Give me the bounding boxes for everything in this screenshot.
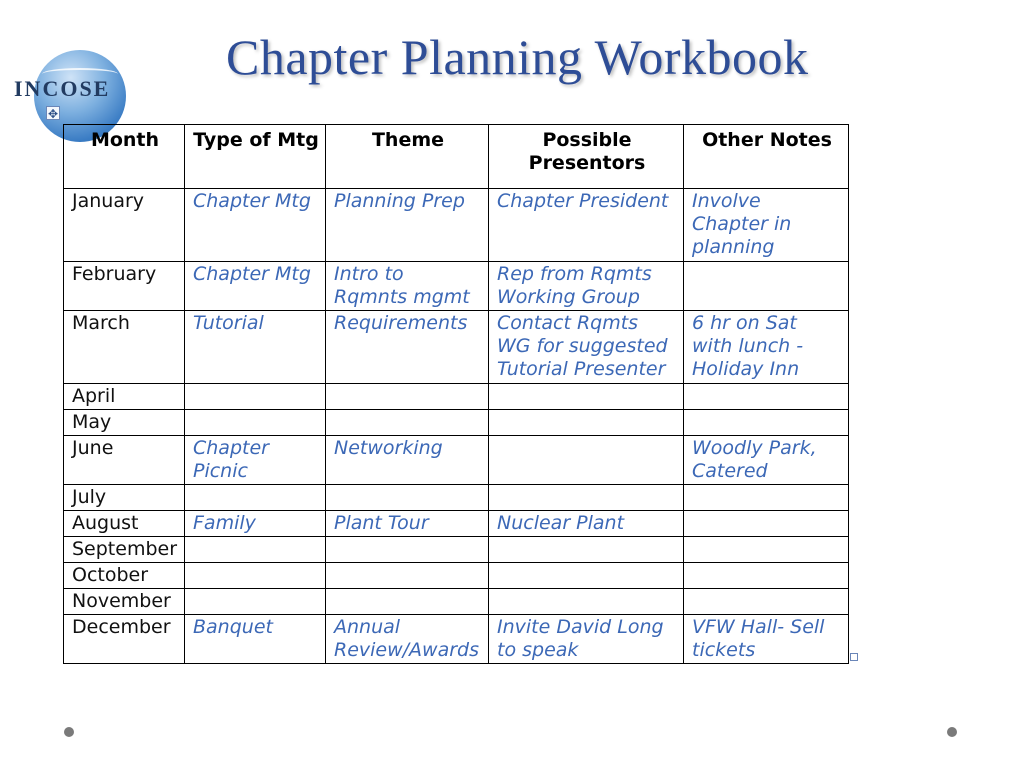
cell-theme[interactable]: Plant Tour <box>326 511 489 537</box>
table-row <box>64 589 849 615</box>
table-row <box>64 537 849 563</box>
cell-type[interactable] <box>185 563 326 589</box>
cell-theme[interactable]: Requirements <box>326 311 489 384</box>
table-row <box>64 436 849 485</box>
cell-month[interactable]: April <box>64 384 185 410</box>
cell-month[interactable]: October <box>64 563 185 589</box>
table-row <box>64 262 849 311</box>
cell-presenters[interactable] <box>489 563 684 589</box>
cell-presenters[interactable]: Invite David Long to speak <box>489 615 684 664</box>
cell-notes[interactable] <box>684 589 849 615</box>
cell-month[interactable]: September <box>64 537 185 563</box>
left-dot-icon <box>64 727 74 737</box>
cell-type[interactable]: Tutorial <box>185 311 326 384</box>
cell-month[interactable]: November <box>64 589 185 615</box>
cell-month[interactable]: February <box>64 262 185 311</box>
cell-presenters[interactable] <box>489 485 684 511</box>
right-dot-icon <box>947 727 957 737</box>
cell-notes[interactable]: 6 hr on Sat with lunch - Holiday Inn <box>684 311 849 384</box>
cell-type[interactable] <box>185 384 326 410</box>
cell-notes[interactable]: VFW Hall- Sell tickets <box>684 615 849 664</box>
cell-presenters[interactable]: Contact Rqmts WG for suggested Tutorial Presenter <box>489 311 684 384</box>
table-row <box>64 615 849 664</box>
cell-month[interactable]: December <box>64 615 185 664</box>
cell-type[interactable]: Banquet <box>185 615 326 664</box>
incose-logo <box>14 40 134 101</box>
table-row <box>64 485 849 511</box>
cell-month[interactable]: July <box>64 485 185 511</box>
cell-theme[interactable] <box>326 563 489 589</box>
page-title: Chapter Planning Workbook <box>226 29 809 85</box>
cell-notes[interactable] <box>684 262 849 311</box>
cell-notes[interactable] <box>684 410 849 436</box>
cell-type[interactable]: Family <box>185 511 326 537</box>
move-arrows-icon[interactable]: ✥ <box>47 107 59 121</box>
cell-theme[interactable]: Planning Prep <box>326 189 489 262</box>
logo-text: INCOSE <box>14 76 111 101</box>
cell-month[interactable]: August <box>64 511 185 537</box>
table-row <box>64 384 849 410</box>
cell-notes[interactable] <box>684 485 849 511</box>
table-row <box>64 311 849 384</box>
table-row <box>64 410 849 436</box>
cell-month[interactable]: January <box>64 189 185 262</box>
cell-presenters[interactable] <box>489 436 684 485</box>
cell-notes[interactable] <box>684 384 849 410</box>
header-type: Type of Mtg <box>185 125 326 189</box>
cell-theme[interactable] <box>326 485 489 511</box>
planning-table <box>63 124 849 664</box>
cell-presenters[interactable] <box>489 537 684 563</box>
cell-type[interactable] <box>185 410 326 436</box>
cell-type[interactable]: Chapter Mtg <box>185 189 326 262</box>
cell-theme[interactable]: Intro to Rqmnts mgmt <box>326 262 489 311</box>
resize-square-icon[interactable] <box>850 653 858 661</box>
cell-notes[interactable] <box>684 537 849 563</box>
cell-month[interactable]: May <box>64 410 185 436</box>
header-month: Month <box>64 125 185 189</box>
header-notes: Other Notes <box>684 125 849 189</box>
cell-type[interactable]: Chapter Picnic <box>185 436 326 485</box>
table-row <box>64 189 849 262</box>
cell-notes[interactable] <box>684 511 849 537</box>
cell-presenters[interactable]: Chapter President <box>489 189 684 262</box>
header-presenters: Possible Presentors <box>489 125 684 189</box>
cell-theme[interactable] <box>326 537 489 563</box>
cell-type[interactable] <box>185 485 326 511</box>
header-row <box>64 125 849 189</box>
cell-type[interactable] <box>185 589 326 615</box>
cell-presenters[interactable] <box>489 589 684 615</box>
cell-theme[interactable] <box>326 589 489 615</box>
cell-type[interactable] <box>185 537 326 563</box>
table-row <box>64 511 849 537</box>
cell-presenters[interactable]: Rep from Rqmts Working Group <box>489 262 684 311</box>
cell-theme[interactable] <box>326 410 489 436</box>
cell-type[interactable]: Chapter Mtg <box>185 262 326 311</box>
cell-month[interactable]: March <box>64 311 185 384</box>
cell-month[interactable]: June <box>64 436 185 485</box>
cell-presenters[interactable] <box>489 410 684 436</box>
cell-notes[interactable]: Woodly Park, Catered <box>684 436 849 485</box>
cell-theme[interactable]: Annual Review/Awards <box>326 615 489 664</box>
cell-presenters[interactable] <box>489 384 684 410</box>
header-theme: Theme <box>326 125 489 189</box>
cell-presenters[interactable]: Nuclear Plant <box>489 511 684 537</box>
cell-notes[interactable] <box>684 563 849 589</box>
cell-theme[interactable]: Networking <box>326 436 489 485</box>
cell-notes[interactable]: Involve Chapter in planning <box>684 189 849 262</box>
cell-theme[interactable] <box>326 384 489 410</box>
table-row <box>64 563 849 589</box>
